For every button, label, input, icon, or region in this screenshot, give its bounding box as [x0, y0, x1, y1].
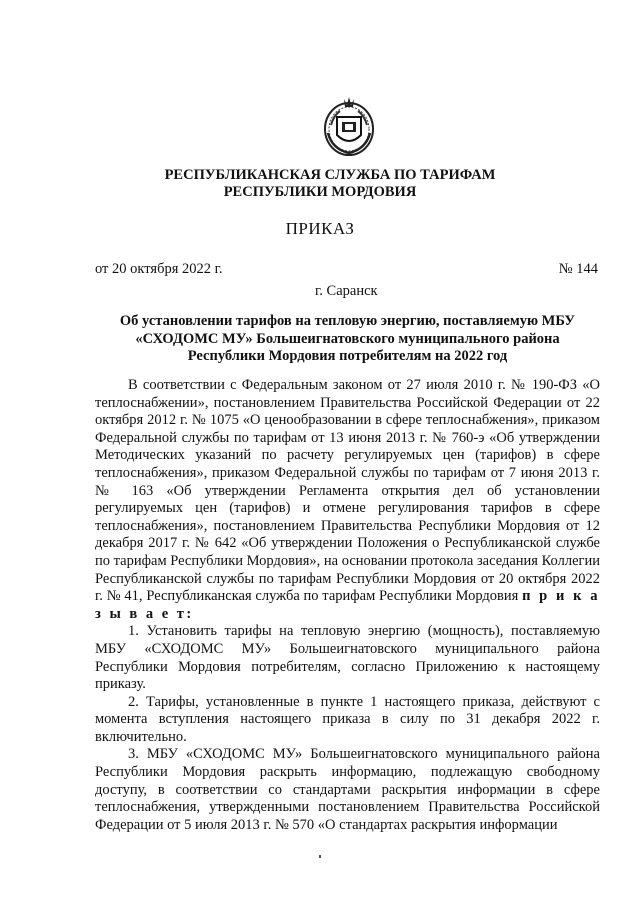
agency-name-line1: РЕСПУБЛИКАНСКАЯ СЛУЖБА ПО ТАРИФАМ: [164, 167, 496, 183]
order-item: 2. Тарифы, установленные в пункте 1 настоящего приказа, действуют с момента вступления настоящего приказа в силу по 31 декабря 2022 г. включительно.: [95, 693, 600, 745]
order-date: от 20 октября 2022 г.: [95, 261, 223, 277]
preamble-text: В соответствии с Федеральным законом от 27 июля 2010 г. № 190-ФЗ «О теплоснабжении», постановлением Правительства Российской Федерации от 22 октября 2012 г. № 1075 «О ценообразовании в сфере теплоснабжения», приказом Федеральной службы по тарифам от 13 июня 2013 г. № 760-э «Об утверждении Методических указаний по расчету регулируемых цен (тарифов) в сфере теплоснабжения», приказом Федеральной службы по тарифам от 7 июня 2013 г. № 163 «Об утверждении Регламента открытия дел об установлении регулируемых цен (тарифов) и отмене регулирования тарифов в сфере теплоснабжения», постановлением Правительства Республики Мордовия от 12 декабря 2017 г. № 642 «Об утверждении Положения о Республиканской службе по тарифам Республики Мордовия», на основании протокола заседания Коллегии Республиканской службы по тарифам Республики Мордовия от 20 октября 2022 г. № 41, Республиканская служба по тарифам Республики Мордовия: [95, 377, 600, 605]
order-number: № 144: [558, 261, 598, 277]
order-title: Об установлении тарифов на тепловую энергию, поставляемую МБУ «СХОДОМС МУ» Большеигнатовского муниципального района Республики Мордовия потребителям на 2022 год: [119, 313, 576, 365]
order-city: г. Саранск: [315, 283, 378, 299]
order-item: 3. МБУ «СХОДОМС МУ» Большеигнатовского муниципального района Республики Мордовия раскрыть информацию, подлежащую свободному доступу, в соответствии со стандартами раскрытия информации в сфере теплоснабжения, утвержденными постановлением Правительства Российской Федерации от 5 июля 2013 г. № 570 «О стандартах раскрытия информации: [95, 746, 600, 833]
order-body: [95, 377, 600, 834]
document-type: ПРИКАЗ: [285, 219, 355, 238]
preamble-paragraph: [95, 377, 600, 623]
coat-of-arms-emblem: [322, 93, 376, 159]
orders-word: п р и к а з ы в а е т:: [95, 588, 600, 622]
scan-speck: [319, 855, 321, 858]
order-item: 1. Установить тарифы на тепловую энергию (мощность), поставляемую МБУ «СХОДОМС МУ» Большеигнатовского муниципального района Республики Мордовия потребителям, согласно Приложению к настоящему приказу.: [95, 623, 600, 693]
agency-name-line2: РЕСПУБЛИКИ МОРДОВИЯ: [223, 184, 417, 200]
